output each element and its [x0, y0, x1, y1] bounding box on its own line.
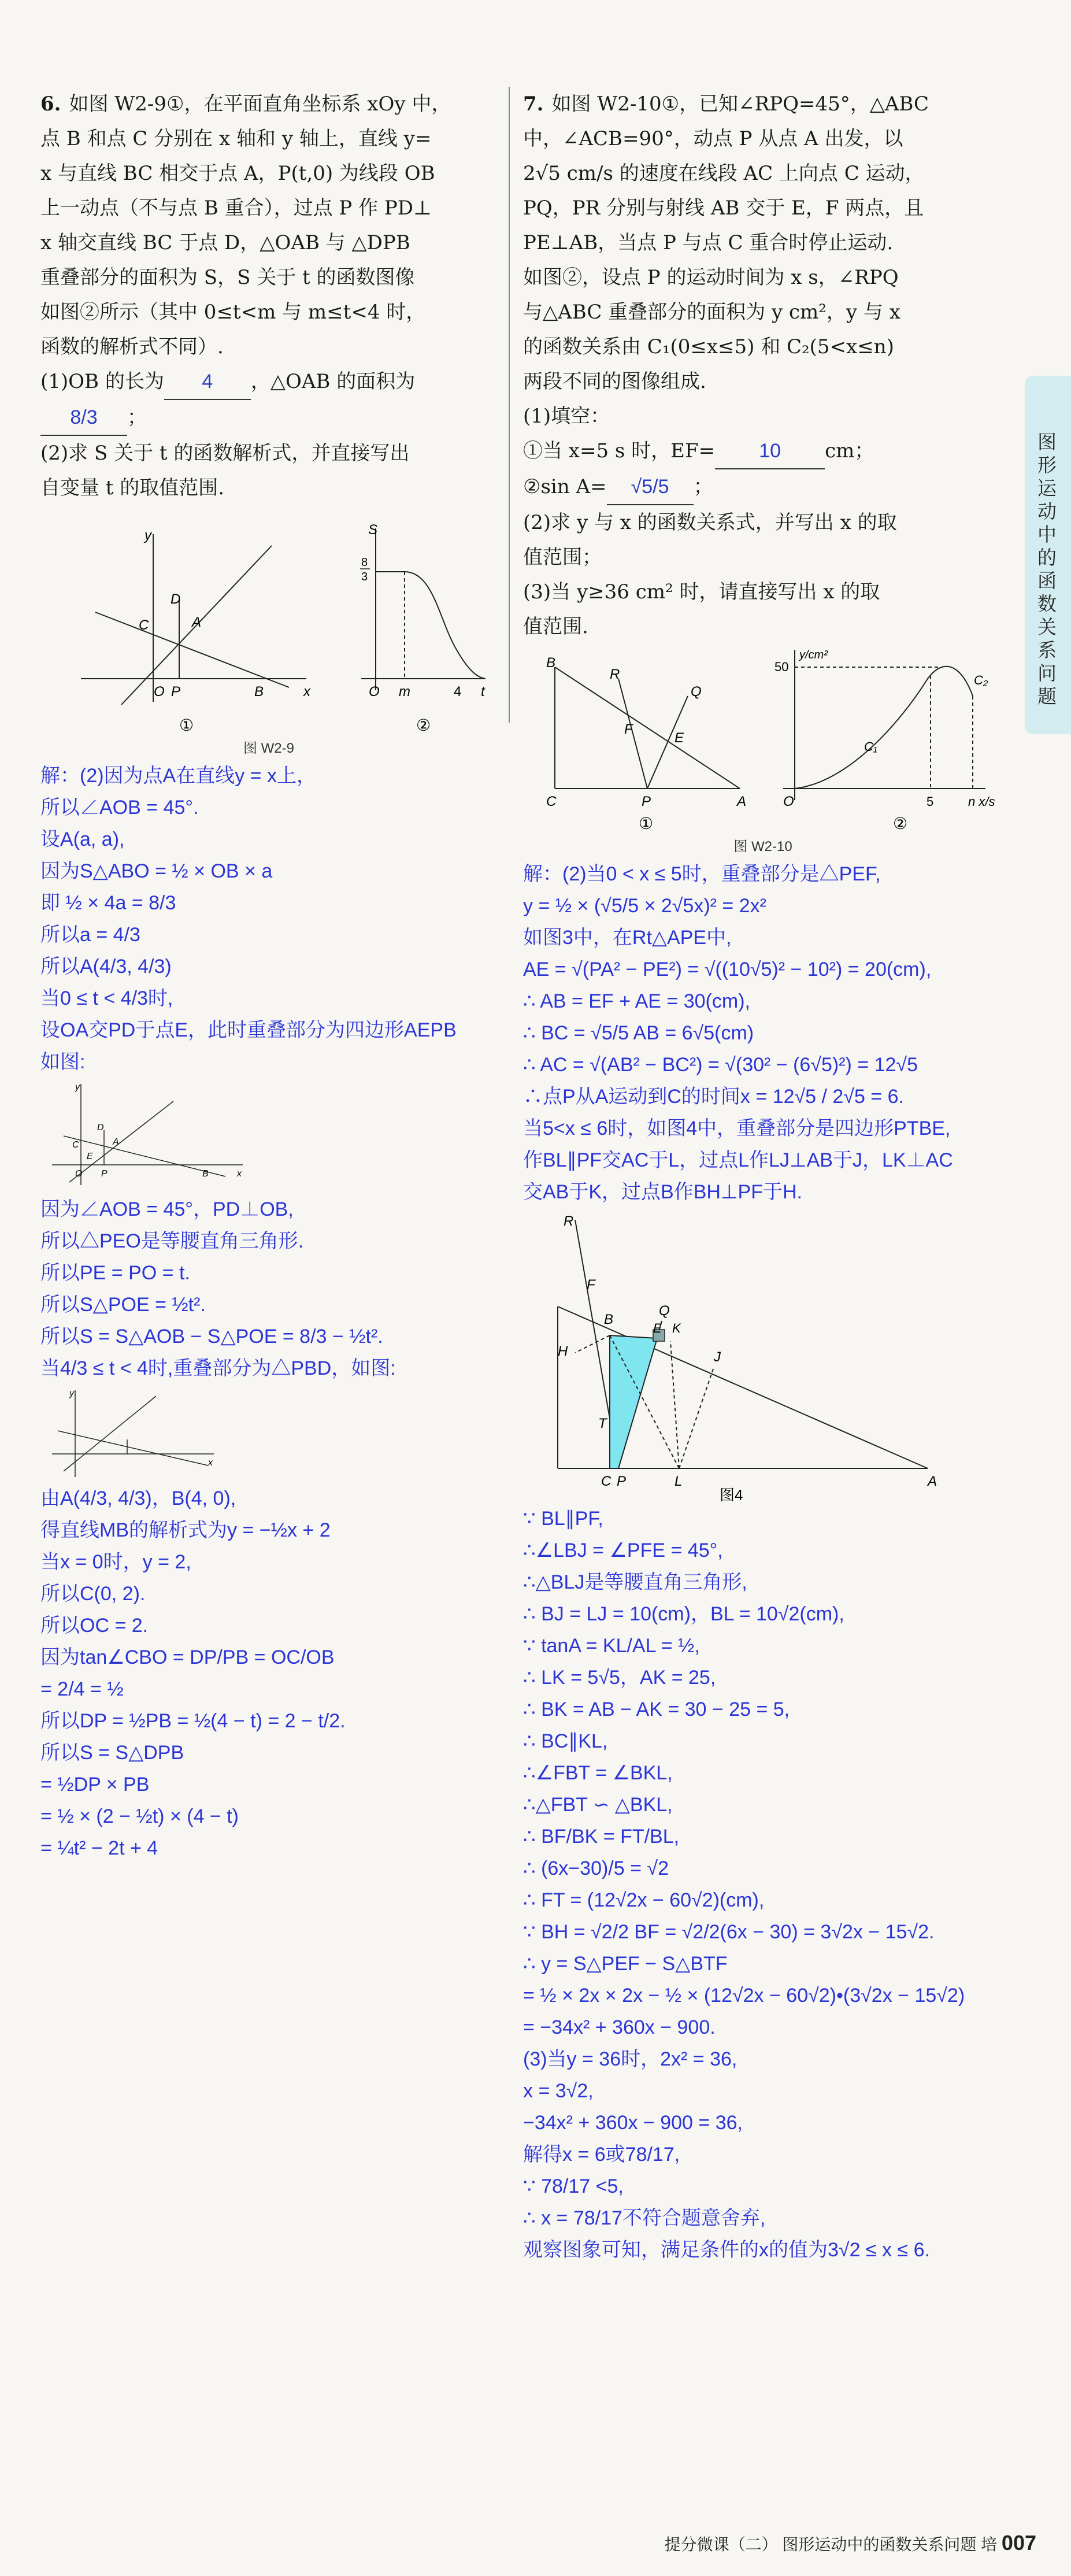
svg-text:E: E: [653, 1321, 662, 1335]
figure-label: ②: [416, 716, 431, 734]
solution-line: 作BL∥PF交AC于L，过点L作LJ⊥AB于J，LK⊥AC: [523, 1149, 953, 1171]
figure-label: ②: [893, 815, 908, 832]
question-1: (1)OB 的长为: [40, 370, 164, 393]
problem-6: 6. 如图 W2-9①，在平面直角坐标系 xOy 中， 点 B 和点 C 分别在 x 轴和 y 轴上，直线 y= x 与直线 BC 相交于点 A，P(t,0) 为线段 OB 上一动点（不与点 B 重合），过点 P 作 PD⊥ x 轴交直线 BC 于点 D，△OAB 与 △DPB 重叠部分的面积为 S，S 关于 t 的函数图像 如图②所示（其中 0≤t<m 与 m≤t<4 时， 函数的解析式不同）. (1)OB 的长为 4 ，△OAB 的面积为 8/3 ； (2)求 S 关于 t 的函数解析式，并直接写出 自变量 t 的取值范围.: [40, 87, 497, 505]
solution-line: = ½ × (2 − ½t) × (4 − t): [40, 1805, 239, 1827]
solution-line: 所以C(0, 2).: [40, 1583, 146, 1605]
solution-line: AE = √(PA² − PE²) = √((10√5)² − 10²) = 20(cm),: [523, 958, 932, 980]
svg-text:A: A: [928, 1474, 937, 1489]
solution-line: = ¼t² − 2t + 4: [40, 1837, 158, 1859]
side-tab-label: 图形运动中的函数关系问题: [1037, 431, 1057, 707]
solution-line: 解：(2)因为点A在直线y = x上，: [40, 765, 316, 787]
solution-line: 所以OC = 2.: [40, 1615, 149, 1637]
svg-text:T: T: [598, 1416, 607, 1431]
solution-line: 所以S△POE = ½t².: [40, 1294, 206, 1316]
svg-text:F: F: [624, 721, 633, 737]
solution-line: = ½DP × PB: [40, 1774, 150, 1796]
problem-line: 如图②所示（其中 0≤t<m 与 m≤t<4 时，: [40, 301, 426, 324]
solution-line: 如图3中，在Rt△APE中,: [523, 927, 732, 949]
svg-text:E: E: [87, 1152, 93, 1161]
solution-line: ∵ BL∥PF,: [523, 1508, 603, 1530]
solution-line: 所以S = S△DPB: [40, 1742, 184, 1764]
solution-line: ∴ y = S△PEF − S△BTF: [523, 1953, 728, 1975]
svg-text:K: K: [672, 1321, 681, 1335]
svg-text:C: C: [72, 1140, 79, 1150]
problem-line: 的函数关系由 C₁(0≤x≤5) 和 C₂(5<x≤n): [523, 335, 894, 358]
solution-line: 所以DP = ½PB = ½(4 − t) = 2 − t/2.: [40, 1710, 346, 1732]
solution-7: [523, 858, 1003, 2266]
solution-line: 当0 ≤ t < 4/3时,: [40, 987, 173, 1009]
svg-text:Q: Q: [691, 684, 702, 699]
answer-ef: 10: [715, 434, 825, 469]
solution-line: ∴∠LBJ = ∠PFE = 45°,: [523, 1539, 723, 1561]
svg-text:B: B: [546, 655, 556, 671]
answer-area: 8/3: [40, 400, 127, 436]
solution-line: 设A(a, a),: [40, 828, 125, 850]
svg-text:O: O: [783, 794, 794, 809]
question-2: 值范围；: [523, 546, 602, 569]
solution-line: ∴∠FBT = ∠BKL,: [523, 1762, 673, 1784]
solution-line: ∵ BH = √2/2 BF = √2/2(6x − 30) = 3√2x − 15√2.: [523, 1921, 935, 1943]
solution-line: 解：(2)当0 < x ≤ 5时，重叠部分是△PEF,: [523, 863, 881, 885]
solution-line: 所以∠AOB = 45°.: [40, 797, 199, 819]
svg-text:O: O: [154, 684, 165, 699]
solution-line: ∴ x = 78/17不符合题意舍弃,: [523, 2207, 766, 2229]
svg-text:C: C: [601, 1474, 612, 1489]
solution-line: 得直线MB的解析式为y = −½x + 2: [40, 1519, 331, 1541]
svg-text:m: m: [399, 684, 410, 699]
solution-line: 所以△PEO是等腰直角三角形.: [40, 1230, 304, 1252]
problem-number: 7.: [523, 92, 544, 116]
answer-sina: √5/5: [607, 469, 694, 505]
solution-line: ∴ BC = √5/5 AB = 6√5(cm): [523, 1022, 754, 1044]
solution-line: 观察图象可知，满足条件的x的值为3√2 ≤ x ≤ 6.: [523, 2239, 930, 2261]
solution-line: 当4/3 ≤ t < 4时,重叠部分为△PBD，如图:: [40, 1357, 396, 1379]
solution-line: ∴ AC = √(AB² − BC²) = √(30² − (6√5)²) = 12√5: [523, 1054, 918, 1076]
fill-1: ①当 x=5 s 时，EF=: [523, 439, 716, 462]
problem-line: x 轴交直线 BC 于点 D，△OAB 与 △DPB: [40, 231, 410, 254]
solution-line: 所以A(4/3, 4/3): [40, 956, 172, 978]
svg-text:y: y: [75, 1082, 80, 1092]
problem-line: x 与直线 BC 相交于点 A，P(t,0) 为线段 OB: [40, 162, 435, 185]
figure-w2-9-1: [81, 528, 311, 734]
solution-line: 因为tan∠CBO = DP/PB = OC/OB: [40, 1646, 335, 1668]
solution-line: 因为S△ABO = ½ × OB × a: [40, 860, 273, 882]
figure-caption: 图 W2-9: [243, 741, 294, 756]
svg-text:C₂: C₂: [974, 673, 988, 687]
svg-text:C: C: [139, 617, 149, 633]
figure-caption: 图 W2-10: [733, 839, 792, 854]
svg-text:R: R: [610, 667, 620, 682]
solution-line: = ½ × 2x × 2x − ½ × (12√2x − 60√2)•(3√2x − 15√2): [523, 1985, 965, 2007]
svg-text:B: B: [202, 1169, 209, 1179]
solution-line: ∴ BF/BK = FT/BL,: [523, 1826, 680, 1848]
svg-text:O: O: [369, 684, 380, 699]
column-divider: [509, 87, 510, 723]
svg-text:F: F: [587, 1277, 595, 1293]
svg-text:E: E: [675, 730, 684, 746]
fill-2-end: ；: [693, 475, 713, 498]
svg-text:x: x: [237, 1169, 242, 1179]
solution-line: ∴ LK = 5√5，AK = 25,: [523, 1667, 716, 1689]
page-number: 007: [1001, 2531, 1036, 2555]
solution-line: ∴ (6x−30)/5 = √2: [523, 1857, 669, 1879]
problem-line: 中，∠ACB=90°，动点 P 从点 A 出发，以: [523, 127, 903, 150]
figure-w2-9-2: [360, 522, 486, 734]
svg-text:A: A: [192, 615, 202, 630]
svg-text:P: P: [642, 794, 651, 809]
solution-line: 解得x = 6或78/17,: [523, 2144, 680, 2166]
svg-text:t: t: [481, 684, 485, 699]
figure-w2-9: [40, 505, 497, 736]
solution-line: −34x² + 360x − 900 = 36,: [523, 2112, 743, 2134]
figure-label: ①: [639, 815, 654, 832]
svg-text:8: 8: [361, 556, 368, 569]
page-footer: [665, 2531, 1036, 2555]
question-2: (2)求 y 与 x 的函数关系式，并写出 x 的取: [523, 511, 897, 534]
svg-text:A: A: [113, 1137, 119, 1147]
svg-text:y: y: [144, 528, 151, 543]
solution-line: ∴ FT = (12√2x − 60√2)(cm),: [523, 1889, 765, 1911]
solution-line: ∴ BC∥KL,: [523, 1730, 608, 1752]
svg-text:4: 4: [454, 684, 462, 699]
svg-text:L: L: [675, 1474, 683, 1489]
figure-caption: 图4: [720, 1486, 743, 1503]
solution-line: 当5<x ≤ 6时，如图4中，重叠部分是四边形PTBE,: [523, 1117, 951, 1139]
solution-6: [40, 760, 497, 1864]
solution-line: 当x = 0时，y = 2,: [40, 1551, 191, 1573]
solution-line: 如图:: [40, 1051, 86, 1073]
solution-figure-2: [40, 1385, 249, 1483]
solution-line: ∴ BK = AB − AK = 30 − 25 = 5,: [523, 1698, 790, 1720]
svg-text:P: P: [171, 684, 181, 699]
question-2: (2)求 S 关于 t 的函数解析式，并直接写出: [40, 442, 410, 465]
svg-text:Q: Q: [659, 1303, 670, 1319]
svg-text:J: J: [714, 1349, 721, 1365]
question-2: 自变量 t 的取值范围.: [40, 476, 225, 499]
svg-text:B: B: [254, 684, 264, 699]
svg-text:P: P: [101, 1169, 108, 1179]
svg-text:S: S: [368, 522, 378, 538]
solution-line: 设OA交PD于点E，此时重叠部分为四边形AEPB: [40, 1019, 457, 1041]
solution-line: x = 3√2,: [523, 2080, 594, 2102]
problem-line: PQ，PR 分别与射线 AB 交于 E，F 两点，且: [523, 197, 924, 220]
question-3: 值范围.: [523, 615, 588, 638]
chapter-side-tab: [1025, 376, 1071, 734]
svg-text:50: 50: [774, 660, 789, 674]
problem-line: 如图 W2-9①，在平面直角坐标系 xOy 中，: [69, 92, 451, 116]
problem-line: 点 B 和点 C 分别在 x 轴和 y 轴上，直线 y=: [40, 127, 432, 150]
solution-line: 所以S = S△AOB − S△POE = 8/3 − ½t².: [40, 1326, 383, 1348]
figure-4: [523, 1214, 962, 1503]
figure-label: ①: [179, 716, 194, 734]
solution-line: ∴△BLJ是等腰直角三角形,: [523, 1571, 747, 1593]
question-3: (3)当 y≥36 cm² 时，请直接写出 x 的取: [523, 580, 880, 604]
svg-text:y/cm²: y/cm²: [799, 649, 828, 661]
svg-text:D: D: [171, 591, 181, 607]
svg-text:y: y: [69, 1389, 74, 1398]
solution-line: ∴ BJ = LJ = 10(cm)，BL = 10√2(cm),: [523, 1603, 844, 1625]
fill-title: (1)填空：: [523, 405, 610, 428]
figure-w2-10-1: [546, 655, 746, 832]
solution-line: ∴ AB = EF + AE = 30(cm),: [523, 990, 750, 1012]
figure-w2-10-2: [774, 649, 995, 832]
problem-line: 如图②，设点 P 的运动时间为 x s，∠RPQ: [523, 266, 899, 289]
svg-text:C₁: C₁: [864, 739, 877, 754]
problem-7: [523, 87, 1003, 644]
solution-figure-1: [40, 1078, 249, 1194]
svg-text:B: B: [604, 1312, 614, 1327]
problem-line: 2√5 cm/s 的速度在线段 AC 上向点 C 运动，: [523, 162, 925, 185]
svg-text:P: P: [617, 1474, 627, 1489]
answer-ob: 4: [164, 364, 251, 400]
fill-2: ②sin A=: [523, 475, 607, 498]
fill-1-unit: cm；: [825, 439, 874, 462]
svg-text:A: A: [737, 794, 747, 809]
problem-number: 6.: [40, 92, 61, 116]
solution-line: = 2/4 = ½: [40, 1678, 124, 1700]
solution-line: 所以PE = PO = t.: [40, 1262, 190, 1284]
svg-text:O: O: [75, 1169, 83, 1179]
solution-line: 所以a = 4/3: [40, 924, 140, 946]
svg-text:5: 5: [927, 794, 934, 809]
solution-line: = −34x² + 360x − 900.: [523, 2016, 716, 2038]
svg-text:D: D: [97, 1123, 104, 1132]
right-column: [523, 87, 1003, 2266]
problem-line: 函数的解析式不同）.: [40, 335, 224, 358]
svg-text:3: 3: [361, 571, 368, 583]
solution-line: 由A(4/3, 4/3)，B(4, 0),: [40, 1487, 236, 1509]
svg-text:H: H: [558, 1343, 568, 1359]
problem-line: 与△ABC 重叠部分的面积为 y cm²，y 与 x: [523, 301, 900, 324]
problem-line: 重叠部分的面积为 S，S 关于 t 的函数图像: [40, 266, 415, 289]
solution-line: ∵ 78/17 <5,: [523, 2175, 624, 2197]
solution-line: y = ½ × (√5/5 × 2√5x)² = 2x²: [523, 895, 766, 917]
left-column: [40, 87, 497, 1864]
figure-w2-10: [523, 644, 1003, 835]
solution-line: 交AB于K，过点B作BH⊥PF于H.: [523, 1181, 803, 1203]
svg-text:R: R: [564, 1214, 574, 1229]
problem-line: 两段不同的图像组成.: [523, 370, 706, 393]
footer-text: 提分微课（二） 图形运动中的函数关系问题 培: [664, 2536, 998, 2553]
problem-line: 如图 W2-10①，已知∠RPQ=45°，△ABC: [551, 92, 929, 116]
svg-text:n x/s: n x/s: [968, 794, 995, 809]
solution-line: ∴点P从A运动到C的时间x = 12√5 / 2√5 = 6.: [523, 1086, 904, 1108]
solution-line: ∵ tanA = KL/AL = ½,: [523, 1635, 700, 1657]
svg-text:C: C: [546, 794, 557, 809]
svg-text:x: x: [303, 684, 310, 699]
problem-line: 上一动点（不与点 B 重合），过点 P 作 PD⊥: [40, 197, 432, 220]
solution-line: (3)当y = 36时，2x² = 36,: [523, 2048, 738, 2070]
solution-line: ∴△FBT ∽ △BKL,: [523, 1794, 673, 1816]
svg-text:x: x: [208, 1458, 213, 1468]
question-1-mid: ，△OAB 的面积为: [250, 370, 416, 393]
solution-line: 因为∠AOB = 45°，PD⊥OB,: [40, 1198, 294, 1220]
problem-line: PE⊥AB，当点 P 与点 C 重合时停止运动.: [523, 231, 894, 254]
solution-line: 即 ½ × 4a = 8/3: [40, 892, 176, 914]
